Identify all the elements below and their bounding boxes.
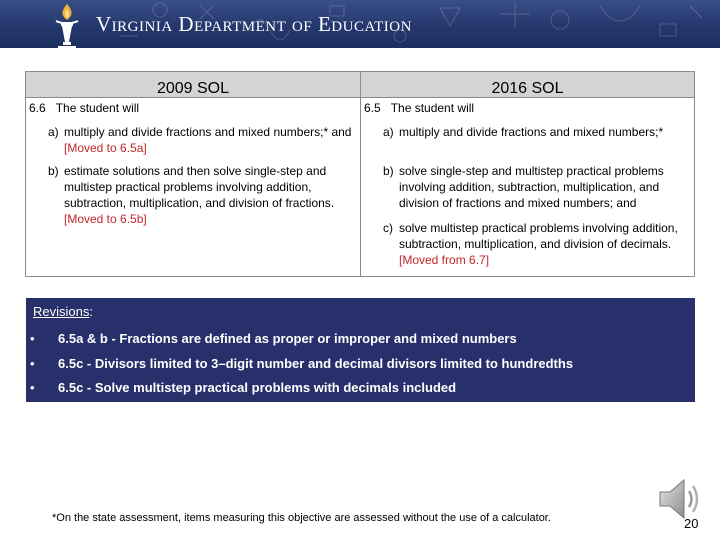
standard-number: 6.6 — [29, 101, 46, 115]
standard-number: 6.5 — [364, 101, 381, 115]
stem-2016 — [364, 101, 474, 115]
item-label: a) — [48, 125, 59, 139]
revisions-colon: : — [89, 304, 93, 319]
item-text: estimate solutions and then solve single-step and multistep practical problems involving addition, subtraction, multiplication, and division of fractions. — [64, 164, 335, 210]
page-title: Virginia Department of Education — [96, 12, 412, 36]
move-note: [Moved to 6.5b] — [64, 212, 147, 226]
bullet-icon: • — [30, 331, 35, 346]
bullet-icon: • — [30, 380, 35, 395]
move-note: [Moved to 6.5a] — [64, 141, 147, 155]
list-item — [383, 124, 685, 140]
footnote: *On the state assessment, items measuring this objective are assessed without the use of a calculator. — [52, 512, 551, 524]
revisions-title: Revisions — [33, 304, 90, 319]
item-text: solve multistep practical problems involving addition, subtraction, multiplication, and division of decimals. — [399, 221, 678, 251]
stem-text: The student will — [390, 101, 475, 115]
revision-text: 6.5c - Solve multistep practical problems with decimals included — [58, 380, 457, 395]
page-number: 20 — [684, 516, 699, 531]
revisions-panel — [26, 298, 695, 402]
list-item — [48, 163, 353, 227]
column-2009 — [26, 72, 360, 276]
item-text: multiply and divide fractions and mixed numbers;* — [399, 125, 664, 139]
list-item — [48, 124, 353, 156]
column-heading-2009: 2009 SOL — [26, 72, 360, 98]
list-item — [383, 220, 685, 268]
revision-text: 6.5c - Divisors limited to 3–digit number and decimal divisors limited to hundredths — [58, 356, 574, 371]
column-2016 — [361, 72, 694, 276]
item-label: b) — [383, 164, 394, 178]
header-banner — [0, 0, 720, 48]
column-heading-2016: 2016 SOL — [361, 72, 694, 98]
revision-text: 6.5a & b - Fractions are defined as proper or improper and mixed numbers — [58, 331, 517, 346]
list-item — [383, 163, 685, 211]
revisions-heading — [33, 304, 93, 319]
item-label: b) — [48, 164, 59, 178]
item-text: solve single-step and multistep practical problems involving addition, subtraction, multiplication, and division of fractions and mixed numbers; and — [399, 164, 664, 210]
item-label: a) — [383, 125, 394, 139]
item-label: c) — [383, 221, 393, 235]
stem-2009 — [29, 101, 139, 115]
torch-logo-icon — [50, 2, 84, 48]
stem-text: The student will — [55, 101, 140, 115]
sol-comparison-table — [25, 71, 695, 277]
item-text: multiply and divide fractions and mixed numbers;* and — [64, 125, 352, 139]
move-note: [Moved from 6.7] — [399, 253, 490, 267]
bullet-icon: • — [30, 356, 35, 371]
